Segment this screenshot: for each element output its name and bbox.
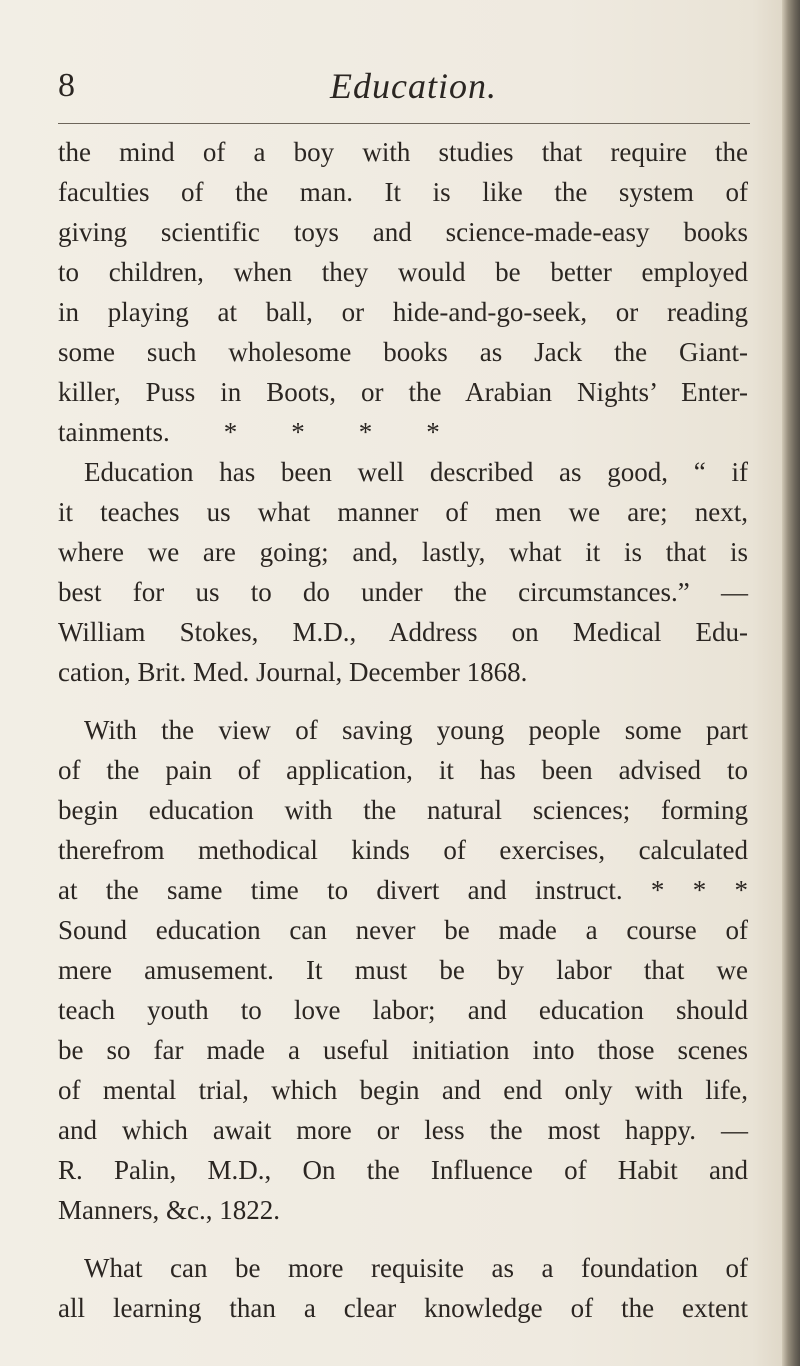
text-line: teach youth to love labor; and education should <box>58 995 748 1025</box>
body-text <box>58 132 748 1328</box>
running-head <box>0 62 760 108</box>
text-line: where we are going; and, lastly, what it is that is <box>58 537 748 567</box>
text-line: tainments. * * * * <box>58 417 440 447</box>
text-line: some such wholesome books as Jack the Giant- <box>58 337 748 367</box>
text-line: all learning than a clear knowledge of the extent <box>58 1293 748 1323</box>
text-line: Education has been well described as good, “ if <box>84 457 748 487</box>
running-title: Education. <box>330 66 497 106</box>
citation-line: William Stokes, M.D., Address on Medical Edu- <box>58 617 748 647</box>
paragraph-gap <box>58 692 748 710</box>
page-edge-shadow <box>782 0 800 1366</box>
text-line: in playing at ball, or hide-and-go-seek, or reading <box>58 297 748 327</box>
header-rule <box>58 123 750 124</box>
text-line: of the pain of application, it has been advised to <box>58 755 748 785</box>
text-line: mere amusement. It must be by labor that we <box>58 955 748 985</box>
text-line: killer, Puss in Boots, or the Arabian Nights’ Enter- <box>58 377 748 407</box>
citation-line: cation, Brit. Med. Journal, December 1868. <box>58 657 528 687</box>
paragraph-gap <box>58 1230 748 1248</box>
text-line: With the view of saving young people some part <box>84 715 748 745</box>
text-line: at the same time to divert and instruct. * * * <box>58 875 748 905</box>
page-number: 8 <box>58 67 75 104</box>
text-line: What can be more requisite as a foundation of <box>84 1253 748 1283</box>
text-line: best for us to do under the circumstances.” — <box>58 577 748 607</box>
text-line: the mind of a boy with studies that require the <box>58 137 748 167</box>
text-line: faculties of the man. It is like the system of <box>58 177 748 207</box>
citation-line: R. Palin, M.D., On the Influence of Habit and <box>58 1155 748 1185</box>
text-line: therefrom methodical kinds of exercises, calculated <box>58 835 748 865</box>
text-line: be so far made a useful initiation into those scenes <box>58 1035 748 1065</box>
citation-line: Manners, &c., 1822. <box>58 1195 280 1225</box>
text-line: to children, when they would be better employed <box>58 257 748 287</box>
text-line: and which await more or less the most happy. — <box>58 1115 748 1145</box>
text-line: giving scientific toys and science-made-easy books <box>58 217 748 247</box>
text-line: Sound education can never be made a course of <box>58 915 748 945</box>
text-line: of mental trial, which begin and end only with life, <box>58 1075 748 1105</box>
text-line: begin education with the natural sciences; forming <box>58 795 748 825</box>
text-line: it teaches us what manner of men we are; next, <box>58 497 748 527</box>
